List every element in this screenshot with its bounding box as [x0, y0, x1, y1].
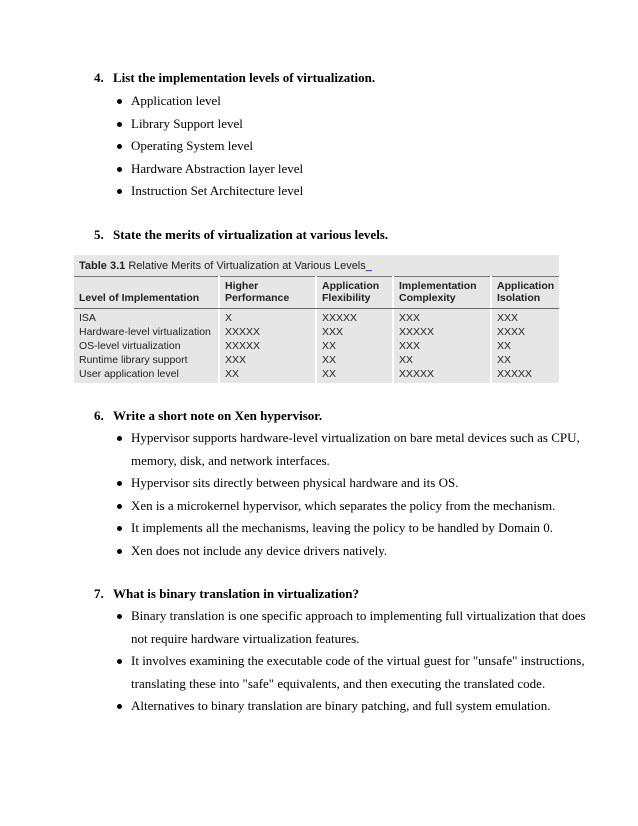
bullet-icon [117, 481, 122, 486]
q4-heading [94, 70, 375, 86]
table-tag: Table 3.1 [79, 260, 126, 272]
merits-table [74, 255, 559, 383]
list-item: Application level [117, 90, 303, 113]
q5-heading [94, 227, 388, 243]
table-caption-text: Relative Merits of Virtualization at Various Levels [128, 260, 366, 272]
table-caption [79, 260, 372, 272]
list-item: Instruction Set Architecture level [117, 180, 303, 203]
list-item: Xen is a microkernel hypervisor, which separates the policy from the mechanism. [117, 495, 580, 518]
header-performance: Higher Performance [225, 280, 290, 304]
table-row: Hardware-level virtualization XXXXX XXX XXXXX XXXX [79, 326, 526, 338]
header-level: Level of Implementation [79, 292, 200, 304]
bullet-icon [117, 99, 122, 104]
list-item: Library Support level [117, 113, 303, 136]
q7-number: 7. [94, 586, 104, 601]
q7-title: What is binary translation in virtualization? [113, 586, 359, 601]
bullet-icon [117, 526, 122, 531]
list-item: It involves examining the executable code of the virtual guest for "unsafe" instructions, translating these into "safe" equivalents, and then executing the translated code. [117, 650, 586, 695]
bullet-icon [117, 167, 122, 172]
bullet-icon [117, 436, 122, 441]
q4-list [117, 90, 303, 203]
bullet-icon [117, 614, 122, 619]
list-item: Hypervisor sits directly between physical hardware and its OS. [117, 472, 580, 495]
table-row: OS-level virtualization XXXXX XX XXX XX [79, 340, 512, 352]
bullet-icon [117, 549, 122, 554]
q6-list [117, 427, 580, 562]
list-item: Operating System level [117, 135, 303, 158]
caption-link-icon[interactable]: ​_ [365, 260, 372, 272]
list-item: It implements all the mechanisms, leaving the policy to be handled by Domain 0. [117, 517, 580, 540]
list-item: Binary translation is one specific approach to implementing full virtualization that does not require hardware virtualization features. [117, 605, 586, 650]
bullet-icon [117, 659, 122, 664]
q7-list [117, 605, 586, 718]
q6-heading [94, 408, 322, 424]
q6-title: Write a short note on Xen hypervisor. [113, 408, 323, 423]
q6-number: 6. [94, 408, 104, 423]
header-flexibility: Application Flexibility [322, 280, 380, 304]
bullet-icon [117, 504, 122, 509]
q4-title: List the implementation levels of virtualization. [113, 70, 376, 85]
table-row: Runtime library support XXX XX XX XX [79, 354, 512, 366]
q5-title: State the merits of virtualization at various levels. [113, 227, 389, 242]
q4-number: 4. [94, 70, 104, 85]
q5-number: 5. [94, 227, 104, 242]
bullet-icon [117, 704, 122, 709]
header-isolation: Application Isolation [497, 280, 555, 304]
bullet-icon [117, 189, 122, 194]
list-item: Xen does not include any device drivers natively. [117, 540, 580, 563]
table-row: ISA X XXXXX XXX XXX [79, 312, 519, 324]
list-item: Hypervisor supports hardware-level virtualization on bare metal devices such as CPU, memory, disk, and network interfaces. [117, 427, 580, 472]
header-rule [74, 308, 559, 309]
header-complexity: Implementation Complexity [399, 280, 477, 304]
list-item: Hardware Abstraction layer level [117, 158, 303, 181]
list-item: Alternatives to binary translation are binary patching, and full system emulation. [117, 695, 586, 718]
q7-heading [94, 586, 359, 602]
bullet-icon [117, 122, 122, 127]
bullet-icon [117, 144, 122, 149]
table-row: User application level XX XX XXXXX XXXXX [79, 368, 533, 380]
